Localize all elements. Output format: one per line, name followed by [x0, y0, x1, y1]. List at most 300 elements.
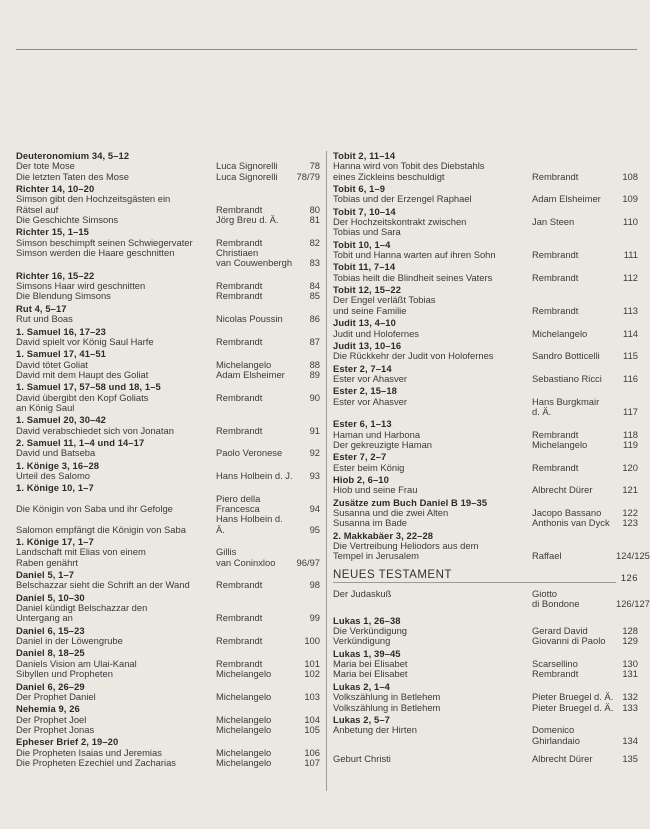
- row-title: Rut und Boas: [16, 313, 73, 325]
- row-page: 94: [309, 503, 320, 514]
- row-artist: Michelangelo: [216, 358, 272, 370]
- index-row: [16, 613, 320, 623]
- row-page: 130: [622, 658, 638, 670]
- row-artist: Michelangelo: [216, 723, 272, 735]
- scripture-reference: Tobit 6, 1–9: [333, 183, 386, 195]
- row-artist: Hans Burgkmair: [532, 395, 600, 407]
- index-row: [16, 692, 320, 702]
- scripture-reference: Lukas 1, 26–38: [333, 614, 401, 626]
- index-row: [16, 291, 320, 301]
- row-title: Simson gibt den Hochzeitsgästen ein: [16, 193, 171, 205]
- row-page: 134: [622, 734, 638, 746]
- row-artist: Christiaen: [216, 247, 259, 259]
- new-testament-intro: [333, 588, 650, 610]
- row-title: Volkszählung in Betlehem: [333, 701, 441, 713]
- row-artist: Luca Signorelli: [216, 160, 278, 172]
- index-row: [16, 669, 320, 679]
- row-page: 117: [623, 405, 638, 417]
- index-entry: [16, 461, 320, 482]
- index-row: [16, 337, 320, 347]
- scripture-reference: 1. Samuel 20, 30–42: [16, 414, 106, 426]
- row-artist: Rembrandt: [216, 335, 263, 347]
- scripture-reference: Rut 4, 5–17: [16, 302, 67, 314]
- index-entry: [16, 349, 320, 380]
- row-page: 102: [304, 668, 320, 680]
- scripture-reference: Richter 15, 1–15: [16, 226, 89, 238]
- index-entry: [16, 271, 320, 302]
- scripture-reference: Daniel 6, 26–29: [16, 680, 85, 692]
- row-artist: Rembrandt: [216, 657, 263, 669]
- row-title: Untergang an: [16, 612, 73, 624]
- row-artist: Rembrandt: [216, 424, 263, 436]
- index-row: [333, 374, 638, 384]
- scripture-reference: 1. Könige 17, 1–7: [16, 536, 94, 548]
- row-page: 91: [309, 424, 320, 436]
- index-row: [333, 250, 638, 260]
- row-page: 126/127: [616, 598, 650, 610]
- row-artist: van Couwenbergh: [216, 257, 293, 269]
- row-title: Daniel kündigt Belschazzar den: [16, 602, 148, 614]
- scripture-reference: 2. Makkabäer 3, 22–28: [333, 529, 434, 541]
- scripture-reference: 2. Samuel 11, 1–4 und 14–17: [16, 436, 145, 448]
- index-row: [16, 403, 320, 413]
- index-row: [333, 736, 638, 746]
- scripture-reference: Tobit 10, 1–4: [333, 238, 391, 250]
- row-title: Maria bei Elisabet: [333, 658, 408, 670]
- scripture-reference: Nehemia 9, 26: [16, 703, 80, 715]
- row-page: 113: [623, 304, 638, 316]
- row-artist: Adam Elsheimer: [216, 368, 285, 380]
- row-title: Landschaft mit Elias von einem: [16, 546, 146, 558]
- row-artist: Michelangelo: [532, 438, 588, 450]
- index-row: [333, 273, 638, 283]
- row-page: 105: [304, 723, 320, 735]
- scripture-reference: Daniel 5, 10–30: [16, 591, 85, 603]
- row-page: 101: [304, 657, 320, 669]
- row-artist: Piero della Francesca: [216, 492, 261, 514]
- row-page: 111: [623, 249, 638, 261]
- row-title: Volkszählung in Betlehem: [333, 691, 441, 703]
- row-artist: Michelangelo: [216, 756, 272, 768]
- row-artist: Sebastiano Ricci: [532, 372, 602, 384]
- index-entry: [333, 475, 638, 496]
- row-title: Der tote Mose: [16, 160, 75, 172]
- row-page: 115: [623, 350, 638, 362]
- row-artist: Jan Steen: [532, 216, 575, 228]
- row-title: Haman und Harbona: [333, 428, 421, 440]
- row-title: an König Saul: [16, 401, 75, 413]
- row-artist: Pieter Bruegel d. Ä.: [532, 701, 614, 713]
- index-row: [333, 703, 638, 713]
- index-entry: [16, 648, 320, 679]
- scripture-reference: Daniel 6, 15–23: [16, 624, 85, 636]
- scripture-reference: Tobit 11, 7–14: [333, 261, 396, 273]
- row-page: 106: [304, 746, 320, 758]
- row-page: 98: [309, 579, 320, 591]
- row-artist: Rembrandt: [532, 428, 579, 440]
- row-page: 92: [309, 447, 320, 459]
- scripture-reference: Daniel 8, 18–25: [16, 647, 85, 659]
- row-page: 116: [623, 372, 638, 384]
- row-artist: Raffael: [532, 550, 562, 562]
- scripture-reference: Lukas 1, 39–45: [333, 647, 401, 659]
- row-artist: Pieter Bruegel d. Ä.: [532, 691, 614, 703]
- row-artist: Nicolas Poussin: [216, 313, 283, 325]
- index-entry: [333, 649, 638, 680]
- index-row: [333, 440, 638, 450]
- row-title: Simson werden die Haare geschnitten: [16, 247, 175, 259]
- row-artist: van Coninxloo: [216, 556, 276, 568]
- row-title: Die Geschichte Simsons: [16, 214, 119, 226]
- row-page: 109: [622, 193, 638, 205]
- index-row: [333, 550, 650, 562]
- row-title: Der Prophet Joel: [16, 713, 87, 725]
- row-title: Die Königin von Saba und ihr Gefolge: [16, 503, 173, 514]
- index-entry: [333, 616, 638, 647]
- row-title: Geburt Christi: [333, 752, 391, 764]
- scripture-reference: Hiob 2, 6–10: [333, 473, 389, 485]
- scripture-reference: Daniel 5, 1–7: [16, 569, 75, 581]
- index-row: [333, 692, 638, 702]
- scripture-reference: Richter 16, 15–22: [16, 269, 95, 281]
- row-title: Sibyllen und Propheten: [16, 668, 113, 680]
- row-artist: Giotto: [532, 588, 558, 600]
- new-testament-entries: [333, 616, 638, 746]
- row-title: David verabschiedet sich von Jonatan: [16, 424, 174, 436]
- row-page: 104: [304, 713, 320, 725]
- index-entry: [16, 537, 320, 568]
- index-row: [16, 448, 320, 458]
- index-row: [333, 306, 638, 316]
- index-row: [16, 426, 320, 436]
- row-page: 93: [309, 469, 320, 481]
- row-title: Simson beschimpft seinen Schwiegervater: [16, 236, 193, 248]
- row-page: 96/97: [296, 556, 320, 568]
- row-page: 86: [309, 313, 320, 325]
- index-row: [16, 514, 320, 535]
- row-page: 122: [622, 507, 638, 518]
- row-page: 124/125: [616, 550, 650, 562]
- new-testament-heading: [333, 570, 638, 583]
- row-page: 120: [622, 461, 638, 473]
- index-entry: [16, 626, 320, 647]
- row-artist: Jörg Breu d. Ä.: [216, 214, 279, 226]
- scripture-reference: Ester 2, 15–18: [333, 385, 397, 397]
- row-title: Der Prophet Daniel: [16, 690, 96, 702]
- top-rule: [16, 49, 637, 50]
- row-page: 131: [622, 668, 638, 680]
- row-page: 83: [309, 257, 320, 269]
- row-title: Die Propheten Isaias und Jeremias: [16, 746, 162, 758]
- row-artist: Albrecht Dürer: [532, 484, 593, 496]
- left-column: [16, 151, 320, 770]
- index-entry: [333, 341, 638, 362]
- scripture-reference: 1. Samuel 17, 41–51: [16, 348, 106, 360]
- row-page: 89: [309, 368, 320, 380]
- row-page: 100: [304, 635, 320, 647]
- row-artist: Anthonis van Dyck: [532, 517, 610, 529]
- row-title: Maria bei Elisabet: [333, 668, 408, 680]
- row-page: 85: [309, 290, 320, 302]
- row-page: 80: [309, 203, 320, 215]
- row-artist: Michelangelo: [532, 327, 588, 339]
- index-row: [333, 754, 638, 764]
- scripture-reference: Zusätze zum Buch Daniel B 19–35: [333, 496, 488, 508]
- row-artist: Hans Holbein d. J.: [216, 469, 293, 481]
- row-title: David spielt vor König Saul Harfe: [16, 335, 154, 347]
- index-entry: [16, 682, 320, 703]
- index-entry: [16, 327, 320, 348]
- row-artist: Rembrandt: [532, 304, 579, 316]
- row-title: David tötet Goliat: [16, 358, 88, 370]
- index-entry: [333, 386, 638, 417]
- row-artist: Rembrandt: [216, 579, 263, 591]
- index-entry: [333, 285, 638, 316]
- scripture-reference: 1. Samuel 16, 17–23: [16, 325, 106, 337]
- index-entry: [16, 304, 320, 325]
- row-page: 88: [309, 358, 320, 370]
- row-title: Tobias heilt die Blindheit seines Vaters: [333, 271, 493, 283]
- row-artist: Giovanni di Paolo: [532, 635, 606, 647]
- index-entry: [333, 207, 638, 238]
- index-row: [16, 194, 320, 204]
- row-page: 90: [309, 391, 320, 403]
- row-page: 135: [622, 752, 638, 764]
- row-title: Hanna wird von Tobit des Diebstahls: [333, 160, 485, 172]
- row-artist: Gillis: [216, 546, 237, 558]
- row-artist: Scarsellino: [532, 658, 578, 670]
- row-title: Der Engel verläßt Tobias: [333, 294, 436, 306]
- index-entry: [333, 682, 638, 713]
- row-artist: Hans Holbein d. Ä.: [216, 513, 283, 535]
- row-artist: Sandro Botticelli: [532, 350, 600, 362]
- scripture-reference: Tobit 2, 11–14: [333, 150, 396, 161]
- row-artist: Rembrandt: [216, 280, 263, 292]
- row-page: 84: [309, 280, 320, 292]
- row-page: 112: [623, 271, 638, 283]
- row-title: Verkündigung: [333, 635, 391, 647]
- index-row: [16, 314, 320, 324]
- scripture-reference: Ester 6, 1–13: [333, 418, 392, 430]
- column-divider: [326, 151, 327, 791]
- row-page: 107: [304, 756, 320, 768]
- right-column: [333, 150, 650, 764]
- index-row: [16, 370, 320, 380]
- scripture-reference: Ester 2, 7–14: [333, 362, 392, 374]
- index-entry: [333, 498, 638, 529]
- row-title: Die Blendung Simsons: [16, 290, 111, 302]
- index-entry: [16, 593, 320, 624]
- row-artist: Michelangelo: [216, 668, 272, 680]
- row-page: 81: [309, 214, 320, 226]
- index-row: [333, 397, 638, 407]
- index-row: [16, 558, 320, 568]
- row-page: 82: [309, 236, 320, 248]
- index-entry: [333, 318, 638, 339]
- scripture-reference: Judit 13, 4–10: [333, 317, 396, 329]
- row-artist: Rembrandt: [532, 461, 579, 473]
- index-row: [16, 258, 320, 268]
- row-artist: Rembrandt: [216, 612, 263, 624]
- index-entry: [16, 227, 320, 268]
- row-page: 108: [622, 170, 638, 182]
- row-artist: Rembrandt: [532, 668, 579, 680]
- scripture-reference: 1. Samuel 17, 57–58 und 18, 1–5: [16, 381, 161, 393]
- row-artist: di Bondone: [532, 598, 580, 610]
- index-entry: [16, 151, 320, 182]
- row-artist: d. Ä.: [532, 405, 552, 417]
- scripture-reference: Tobit 7, 10–14: [333, 205, 396, 217]
- index-row: [333, 598, 650, 610]
- row-title: Raben genährt: [16, 556, 79, 568]
- row-title: Ester beim König: [333, 461, 405, 473]
- index-entry: [333, 529, 650, 562]
- row-page: 118: [623, 428, 638, 440]
- section-title: NEUES TESTAMENT: [333, 570, 616, 583]
- index-entry: [333, 364, 638, 385]
- index-row: [16, 471, 320, 481]
- row-title: Ester vor Ahasver: [333, 372, 407, 384]
- row-page: 123: [622, 517, 638, 529]
- row-page: 114: [623, 327, 638, 339]
- row-title: Salomon empfängt die Königin von Saba: [16, 523, 186, 535]
- index-row: [333, 194, 638, 204]
- row-page: 95: [309, 523, 320, 535]
- scripture-reference: Epheser Brief 2, 19–20: [16, 736, 119, 748]
- scripture-reference: Lukas 2, 1–4: [333, 680, 390, 692]
- index-row: [333, 407, 638, 417]
- row-title: Tobias und Sara: [333, 226, 401, 238]
- row-title: und seine Familie: [333, 304, 407, 316]
- row-page: 129: [622, 635, 638, 647]
- row-artist: Adam Elsheimer: [532, 193, 601, 205]
- index-entry: [333, 240, 638, 261]
- row-title: Urteil des Salomo: [16, 469, 90, 481]
- index-row: [16, 494, 320, 515]
- row-artist: Rembrandt: [216, 203, 263, 215]
- row-page: 132: [622, 691, 638, 703]
- index-entry: [333, 151, 638, 182]
- row-artist: Jacopo Bassano: [532, 507, 602, 518]
- row-title: Der Prophet Jonas: [16, 723, 95, 735]
- row-artist: Rembrandt: [532, 271, 579, 283]
- row-title: Der Judaskuß: [333, 588, 392, 600]
- index-row: [333, 669, 638, 679]
- row-title: Anbetung der Hirten: [333, 724, 417, 736]
- row-artist: Rembrandt: [532, 170, 579, 182]
- row-title: Die Propheten Ezechiel und Zacharias: [16, 756, 176, 768]
- row-title: Susanna im Bade: [333, 517, 408, 529]
- scripture-reference: Richter 14, 10–20: [16, 183, 95, 195]
- row-page: 103: [304, 690, 320, 702]
- index-row: [333, 725, 638, 735]
- index-row: [333, 589, 638, 599]
- row-artist: Albrecht Dürer: [532, 752, 593, 764]
- row-title: Belschazzar sieht die Schrift an der Wand: [16, 579, 190, 591]
- row-page: 99: [309, 612, 320, 624]
- row-title: Die Verkündigung: [333, 625, 408, 637]
- index-entry: [333, 184, 638, 205]
- row-title: Der gekreuzigte Haman: [333, 438, 433, 450]
- row-title: David und Batseba: [16, 447, 96, 459]
- index-row: [333, 636, 638, 646]
- row-title: eines Zickleins beschuldigt: [333, 170, 445, 182]
- index-entry: [16, 184, 320, 225]
- scripture-reference: 1. Könige 3, 16–28: [16, 459, 100, 471]
- index-entry: [16, 438, 320, 459]
- row-title: Der Hochzeitskontrakt zwischen: [333, 216, 467, 228]
- row-title: Tobit und Hanna warten auf ihren Sohn: [333, 249, 496, 261]
- scripture-reference: Judit 13, 10–16: [333, 339, 402, 351]
- row-page: 128: [622, 625, 638, 637]
- row-artist: Luca Signorelli: [216, 170, 278, 182]
- index-row: [16, 580, 320, 590]
- scripture-reference: Lukas 2, 5–7: [333, 713, 390, 725]
- index-row: [333, 172, 638, 182]
- row-title: Hiob und seine Frau: [333, 484, 418, 496]
- row-title: Die letzten Taten des Mose: [16, 170, 129, 182]
- scripture-reference: 1. Könige 10, 1–7: [16, 482, 94, 494]
- index-entry: [16, 415, 320, 436]
- index-entry: [16, 737, 320, 768]
- index-row: [16, 172, 320, 182]
- row-artist: Ghirlandaio: [532, 734, 580, 746]
- row-artist: Rembrandt: [216, 391, 263, 403]
- row-artist: Michelangelo: [216, 713, 272, 725]
- index-entry: [16, 483, 320, 535]
- row-artist: Michelangelo: [216, 690, 272, 702]
- old-testament-continued: [333, 150, 650, 562]
- row-title: Susanna und die zwei Alten: [333, 507, 449, 518]
- index-entry: [16, 570, 320, 591]
- row-artist: Gerard David: [532, 625, 588, 637]
- row-title: Simsons Haar wird geschnitten: [16, 280, 146, 292]
- row-title: Tobias und der Erzengel Raphael: [333, 193, 472, 205]
- index-row: [16, 215, 320, 225]
- row-artist: Rembrandt: [216, 635, 263, 647]
- row-title: David mit dem Haupt des Goliat: [16, 368, 149, 380]
- row-title: Ester vor Ahasver: [333, 395, 407, 407]
- row-title: Die Rückkehr der Judit von Holofernes: [333, 350, 494, 362]
- section-page-number: 126: [620, 571, 638, 583]
- scripture-reference: Deuteronomium 34, 5–12: [16, 150, 130, 161]
- row-title: David übergibt den Kopf Goliats: [16, 391, 149, 403]
- row-title: Daniels Vision am Ulai-Kanal: [16, 657, 137, 669]
- row-page: 121: [622, 484, 638, 496]
- index-row: [333, 227, 638, 237]
- row-artist: Rembrandt: [532, 249, 579, 261]
- index-entry: [16, 382, 320, 413]
- row-title: Tempel in Jerusalem: [333, 550, 419, 562]
- index-row: [16, 636, 320, 646]
- scripture-reference: Tobit 12, 15–22: [333, 284, 402, 296]
- index-entry: [333, 419, 638, 450]
- row-artist: Rembrandt: [216, 290, 263, 302]
- index-entry: [333, 262, 638, 283]
- scripture-reference: Ester 7, 2–7: [333, 451, 387, 463]
- index-row: [333, 485, 638, 495]
- row-page: 78/79: [296, 170, 320, 182]
- index-entry: [16, 704, 320, 735]
- row-title: Rätsel auf: [16, 203, 59, 215]
- row-artist: Paolo Veronese: [216, 447, 283, 459]
- index-row: [333, 518, 638, 528]
- row-page: 119: [623, 438, 638, 450]
- index-entry: [333, 715, 638, 746]
- row-page: 110: [623, 216, 638, 228]
- new-testament-outro: [333, 754, 638, 764]
- row-artist: Domenico: [532, 724, 575, 736]
